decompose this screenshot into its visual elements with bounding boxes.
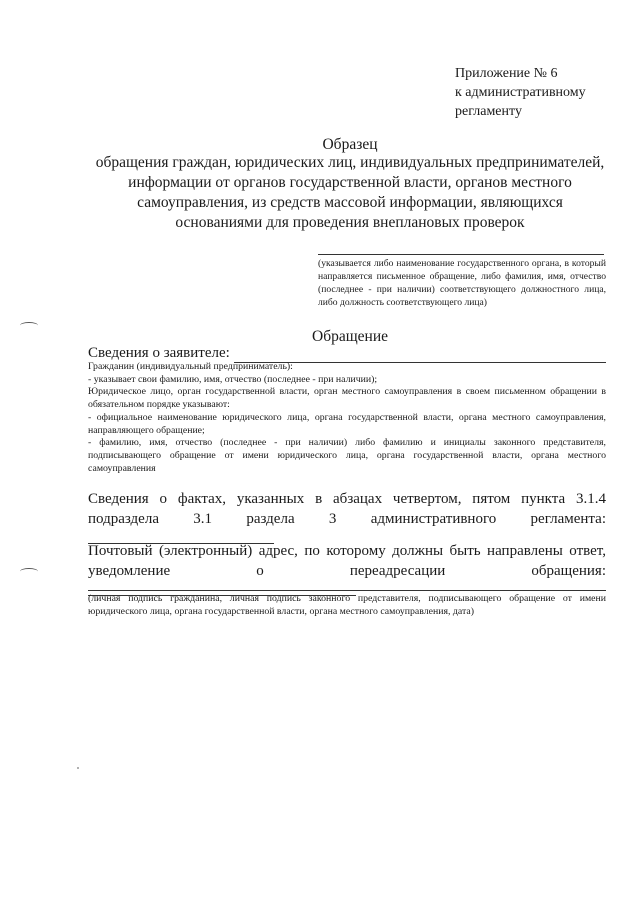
applicant-notes — [88, 361, 606, 475]
signature-fill-line[interactable] — [88, 590, 606, 591]
applicant-row — [88, 343, 606, 363]
note-representative: - фамилию, имя, отчество (последнее - при наличии) либо фамилию и инициалы законного представителя, подписывающего обращение от имени юридического лица, органа государственной власти, органа местного самоуправления — [88, 437, 606, 474]
appendix-to: к административному — [455, 85, 586, 100]
scan-artifact-dot — [77, 767, 79, 769]
appendix-header — [455, 64, 630, 121]
note-citizen-name: - указывает свои фамилию, имя, отчество (последнее - при наличии); — [88, 373, 378, 385]
appeal-title: Обращение — [312, 328, 388, 345]
note-legal-entity: Юридическое лицо, орган государственной власти, орган местного самоуправления в своем письменном обращении в обязательном порядке указывают: — [88, 386, 606, 411]
note-citizen: Гражданин (индивидуальный предприниматель): — [88, 361, 293, 372]
sample-description: обращения граждан, юридических лиц, индивидуальных предпринимателей, информации от органов государственной власти, органов местного самоуправления, из средств массовой информации, являющихся основаниями для проведения внеплановых проверок — [95, 154, 605, 231]
scan-artifact-mark — [20, 322, 38, 329]
appendix-regulation: регламенту — [455, 104, 522, 119]
scan-artifact-mark — [20, 568, 38, 575]
note-official-name: - официальное наименование юридического лица, органа государственной власти, органа местного самоуправления, направляющего обращение; — [88, 411, 606, 436]
signature-note: (личная подпись гражданина, личная подпись законного представителя, подписывающего обращение от имени юридического лица, органа государственной власти, органа местного самоуправления, дата) — [88, 593, 606, 617]
facts-label: Сведения о фактах, указанных в абзацах четвертом, пятом пункта 3.1.4 подраздела 3.1 раздела 3 административного регламента: — [88, 491, 606, 527]
addressee-note: (указывается либо наименование государственного органа, в который направляется письменное обращение, либо фамилия, имя, отчество (последнее - при наличии) соответствующего должностного лица, либо должность соответствующего лица) — [318, 258, 606, 308]
sample-title: Образец — [322, 136, 378, 153]
applicant-label: Сведения о заявителе: — [88, 345, 230, 361]
address-label: Почтовый (электронный) адрес, по которому должны быть направлены ответ, уведомление о переадресации обращения: — [88, 543, 606, 579]
addressee-fill-line[interactable] — [318, 254, 604, 255]
appendix-number: Приложение № 6 — [455, 66, 558, 81]
